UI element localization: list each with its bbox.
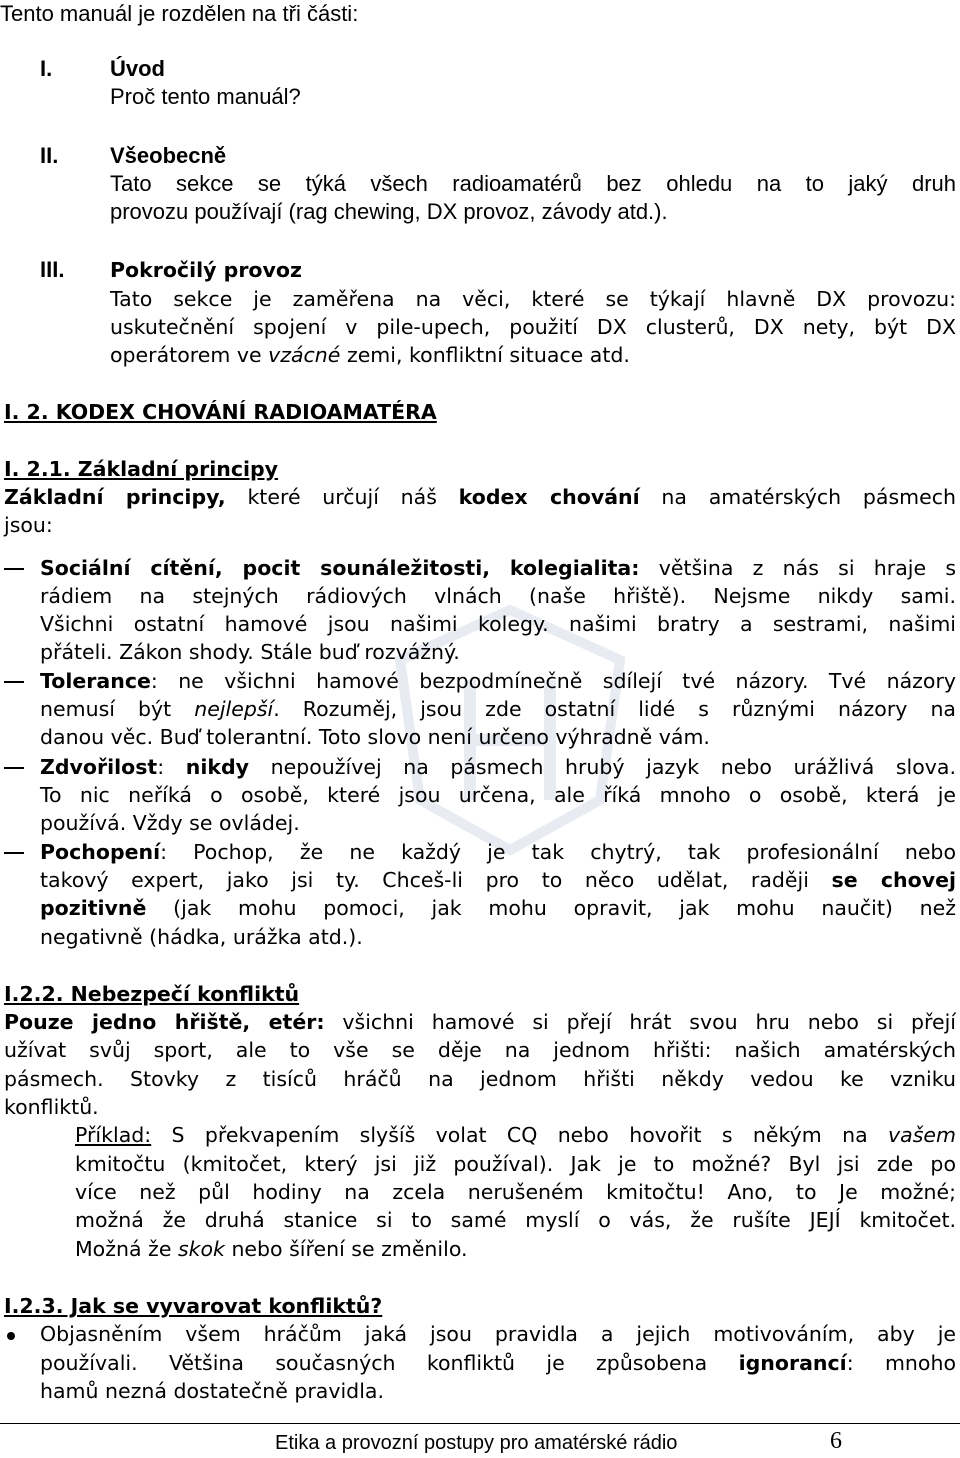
list-item: rádiem na stejných rádiových vlnách (naše hřiště). Nejsme nikdy sami. — [40, 584, 956, 608]
dash-bullet-icon — [4, 568, 24, 570]
dash-bullet-icon — [4, 767, 24, 769]
paragraph: Pouze jedno hřiště, etér: všichni hamové si přejí hrát svou hru nebo si přejí — [4, 1010, 956, 1034]
part-description: provozu používají (rag chewing, DX provoz, závody atd.). — [110, 199, 668, 224]
list-item: přáteli. Zákon shody. Stále buď rozvážný. — [40, 640, 460, 664]
part-number: III. — [40, 257, 65, 282]
example-paragraph: možná že druhá stanice si to samé myslí o vás, že rušíte JEJÍ kmitočet. — [75, 1208, 956, 1232]
list-item: negativně (hádka, urážka atd.). — [40, 925, 363, 949]
list-item: pozitivně (jak mohu pomoci, jak mohu opravit, jak mohu naučit) než — [40, 896, 956, 920]
subsection-heading: I. 2.1. Základní principy — [4, 457, 279, 481]
section-heading: I. 2. KODEX CHOVÁNÍ RADIOAMATÉRA — [4, 400, 437, 424]
part-description: uskutečnění spojení v pile-upech, použití DX clusterů, DX nety, být DX — [110, 315, 956, 339]
list-item: používali. Většina současných konfliktů je způsobena ignorancí: mnoho — [40, 1351, 956, 1375]
part-description: Tato sekce se týká všech radioamatérů bez ohledu na to jaký druh — [110, 171, 956, 196]
part-description: operátorem ve vzácné zemi, konfliktní situace atd. — [110, 343, 630, 367]
list-item: Pochopení: Pochop, že ne každý je tak chytrý, tak profesionální nebo — [40, 840, 956, 864]
subsection-heading: I.2.3. Jak se vyvarovat konfliktů? — [4, 1294, 383, 1318]
part-title: Pokročilý provoz — [110, 258, 302, 282]
paragraph: konfliktů. — [4, 1095, 99, 1119]
list-item: takový expert, jako jsi ty. Chceš-li pro to něco udělat, raději se chovej — [40, 868, 956, 892]
paragraph: Základní principy, které určují náš kodex chování na amatérských pásmech — [4, 485, 956, 509]
paragraph: pásmech. Stovky z tisíců hráčů na jednom hřišti někdy vedou ke vzniku — [4, 1067, 956, 1091]
list-item: Zdvořilost: nikdy nepoužívej na pásmech hrubý jazyk nebo urážlivá slova. — [40, 755, 956, 779]
bullet-icon — [7, 1332, 15, 1340]
example-paragraph: Příklad: S překvapením slyšíš volat CQ nebo hovořit s někým na vašem — [75, 1123, 956, 1147]
part-number: I. — [40, 56, 53, 81]
paragraph: jsou: — [4, 513, 53, 537]
subsection-heading: I.2.2. Nebezpečí konfliktů — [4, 982, 300, 1006]
part-description: Tato sekce je zaměřena na věci, které se týkají hlavně DX provozu: — [110, 287, 956, 311]
part-title: Všeobecně — [110, 143, 227, 168]
dash-bullet-icon — [4, 681, 24, 683]
page-number: 6 — [830, 1428, 842, 1454]
list-item: Tolerance: ne všichni hamové bezpodmínečně sdílejí tvé názory. Tvé názory — [40, 669, 956, 693]
list-item: Objasněním všem hráčům jaká jsou pravidla a jejich motivováním, aby je — [40, 1322, 956, 1346]
part-description: Proč tento manuál? — [110, 84, 301, 109]
footer-divider — [0, 1423, 960, 1424]
paragraph: užívat svůj sport, ale to vše se děje na jednom hřišti: našich amatérských — [4, 1038, 956, 1062]
example-paragraph: více než půl hodiny na zcela nerušeném kmitočtu! Ano, to Je možné; — [75, 1180, 956, 1204]
list-item: danou věc. Buď tolerantní. Toto slovo není určeno výhradně vám. — [40, 725, 710, 749]
example-paragraph: Možná že skok nebo šíření se změnilo. — [75, 1237, 468, 1261]
dash-bullet-icon — [4, 852, 24, 854]
part-number: II. — [40, 143, 59, 168]
intro-text: Tento manuál je rozdělen na tři části: — [0, 1, 359, 26]
list-item: Sociální cítění, pocit sounáležitosti, kolegialita: většina z nás si hraje s — [40, 556, 956, 580]
footer-title: Etika a provozní postupy pro amatérské rádio — [275, 1432, 678, 1454]
part-title: Úvod — [110, 56, 165, 81]
list-item: Všichni ostatní hamové jsou našimi kolegy. našimi bratry a sestrami, našimi — [40, 612, 956, 636]
list-item: To nic neříká o osobě, které jsou určena, ale říká mnoho o osobě, která je — [40, 783, 956, 807]
list-item: hamů nezná dostatečně pravidla. — [40, 1379, 384, 1403]
list-item: nemusí být nejlepší. Rozuměj, jsou zde ostatní lidé s různými názory na — [40, 697, 956, 721]
list-item: používá. Vždy se ovládej. — [40, 811, 300, 835]
example-paragraph: kmitočtu (kmitočet, který jsi již používal). Jak je to možné? Byl jsi zde po — [75, 1152, 956, 1176]
